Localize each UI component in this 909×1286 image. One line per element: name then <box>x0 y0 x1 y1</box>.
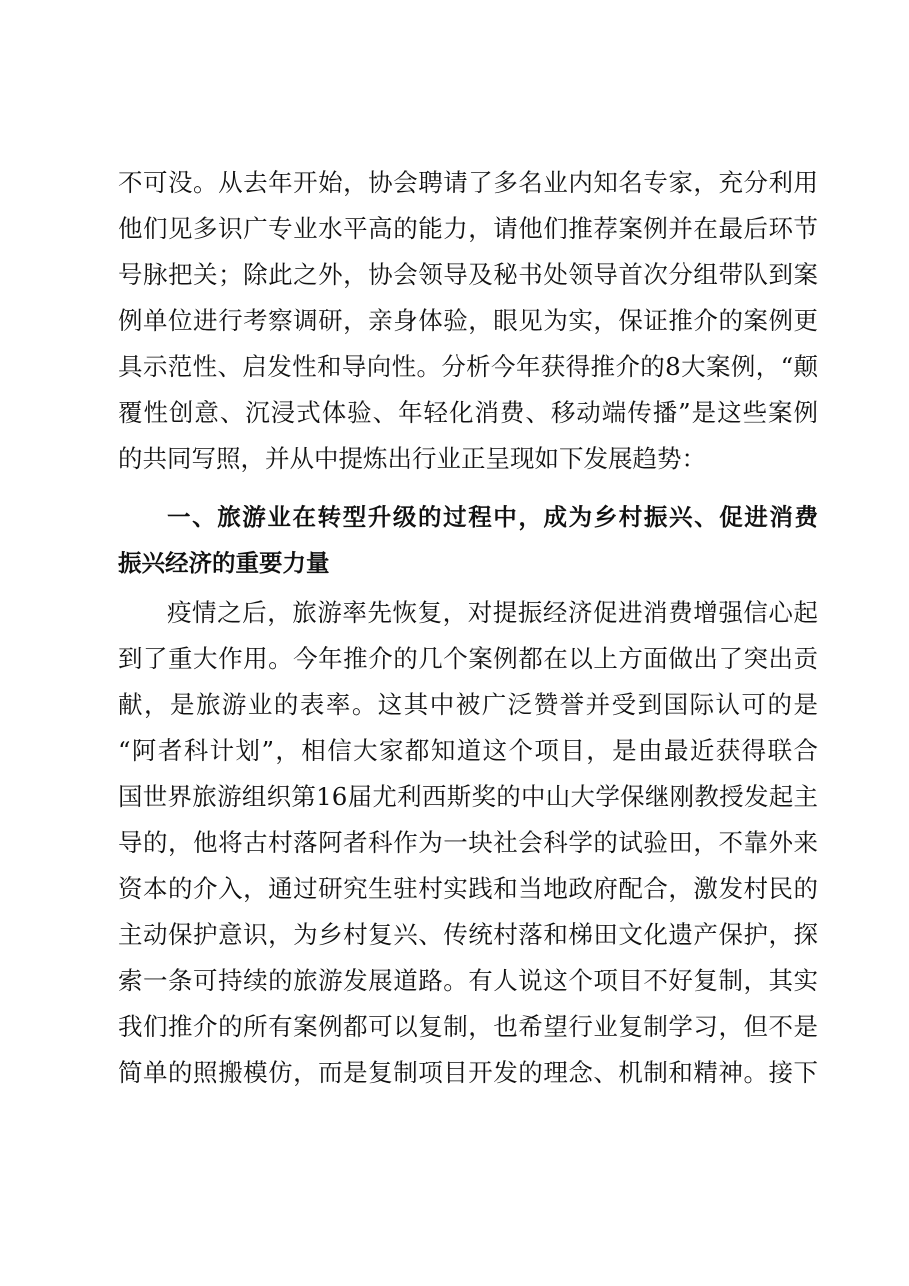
section-heading: 振兴经济的重要力量 <box>118 549 330 577</box>
text-line: 国世界旅游组织第16届尤利西斯奖的中山大学保继刚教授发起主 <box>118 782 818 811</box>
text-line: “阿者科计划”，相信大家都知道这个项目，是由最近获得联合 <box>118 736 818 765</box>
text-line: 疫情之后，旅游率先恢复，对提振经济促进消费增强信心起 <box>167 598 818 627</box>
text-line: 不可没。从去年开始，协会聘请了多名业内知名专家，充分利用 <box>118 168 818 197</box>
text-line: 主动保护意识，为乡村复兴、传统村落和梯田文化遗产保护，探 <box>118 920 818 949</box>
text-line: 索一条可持续的旅游发展道路。有人说这个项目不好复制，其实 <box>118 966 818 995</box>
text-line: 的共同写照，并从中提炼出行业正呈现如下发展趋势： <box>118 444 706 473</box>
text-line: 导的，他将古村落阿者科作为一块社会科学的试验田，不靠外来 <box>118 828 818 857</box>
text-line: 例单位进行考察调研，亲身体验，眼见为实，保证推介的案例更 <box>118 306 818 335</box>
section-heading: 一、旅游业在转型升级的过程中，成为乡村振兴、促进消费 <box>167 503 818 531</box>
text-line: 号脉把关；除此之外，协会领导及秘书处领导首次分组带队到案 <box>118 260 818 289</box>
text-line: 覆性创意、沉浸式体验、年轻化消费、移动端传播”是这些案例 <box>118 398 818 427</box>
text-line: 具示范性、启发性和导向性。分析今年获得推介的8大案例，“颠 <box>118 352 818 381</box>
text-line: 资本的介入，通过研究生驻村实践和当地政府配合，激发村民的 <box>118 874 818 903</box>
text-line: 简单的照搬模仿，而是复制项目开发的理念、机制和精神。接下 <box>118 1058 818 1087</box>
text-line: 到了重大作用。今年推介的几个案例都在以上方面做出了突出贡 <box>118 644 818 673</box>
text-line: 我们推介的所有案例都可以复制，也希望行业复制学习，但不是 <box>118 1012 818 1041</box>
text-line: 献，是旅游业的表率。这其中被广泛赞誉并受到国际认可的是 <box>118 690 818 719</box>
text-line: 他们见多识广专业水平高的能力，请他们推荐案例并在最后环节 <box>118 214 818 243</box>
